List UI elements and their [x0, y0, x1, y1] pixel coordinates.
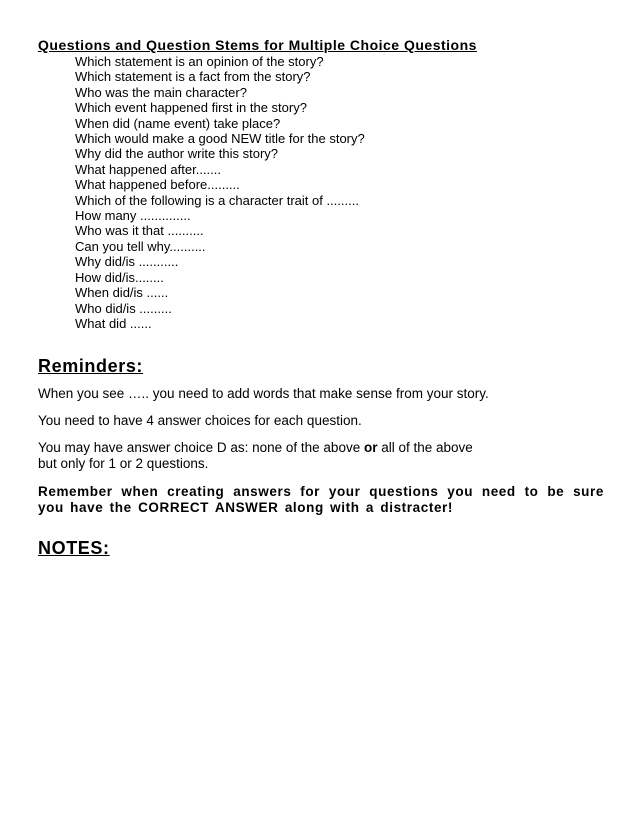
stem-item: How did/is........: [75, 269, 164, 285]
reminder-answer-choice-d-part1: You may have answer choice D as: none of the above: [38, 440, 364, 456]
stem-item: Who did/is .........: [75, 300, 172, 316]
page-title: Questions and Question Stems for Multiple Choice Questions: [38, 37, 477, 53]
stem-item: Who was the main character?: [75, 84, 247, 100]
stem-item: Which event happened first in the story?: [75, 100, 307, 116]
stem-item: Which statement is an opinion of the story?: [75, 54, 324, 69]
reminder-answer-count: You need to have 4 answer choices for each question.: [38, 413, 362, 429]
stem-item: Who was it that ..........: [75, 223, 204, 239]
reminders-heading: Reminders:: [38, 356, 144, 377]
reminder-answer-choice-d-part2: all of the above: [377, 440, 473, 456]
reminder-correct-answer-emphasis: Remember when creating answers for your questions you need to be sure you have the CORRECT ANSWER along with a distracter!: [38, 484, 604, 516]
document-page: [38, 36, 604, 559]
stem-item: What happened before.........: [75, 177, 240, 193]
stem-item: Why did the author write this story?: [75, 146, 279, 162]
stem-item: Which of the following is a character trait of .........: [75, 192, 359, 208]
reminder-ellipsis-note: When you see ….. you need to add words that make sense from your story.: [38, 386, 489, 402]
notes-heading: NOTES:: [38, 538, 110, 559]
stem-item: When did (name event) take place?: [75, 115, 281, 131]
stem-item: Why did/is ...........: [75, 254, 179, 270]
stem-item: Can you tell why..........: [75, 238, 206, 254]
reminder-answer-choice-d: [38, 440, 604, 472]
stem-item: What happened after.......: [75, 161, 221, 177]
reminder-answer-choice-d-part3: but only for 1 or 2 questions.: [38, 456, 209, 472]
stem-item: When did/is ......: [75, 285, 169, 301]
stem-item: How many ..............: [75, 208, 191, 224]
stem-item: Which statement is a fact from the story?: [75, 69, 311, 85]
question-stems-list: [75, 54, 604, 331]
reminder-or-bold: or: [363, 440, 378, 456]
stem-item: Which would make a good NEW title for the story?: [75, 131, 365, 147]
stem-item: What did ......: [75, 315, 152, 331]
